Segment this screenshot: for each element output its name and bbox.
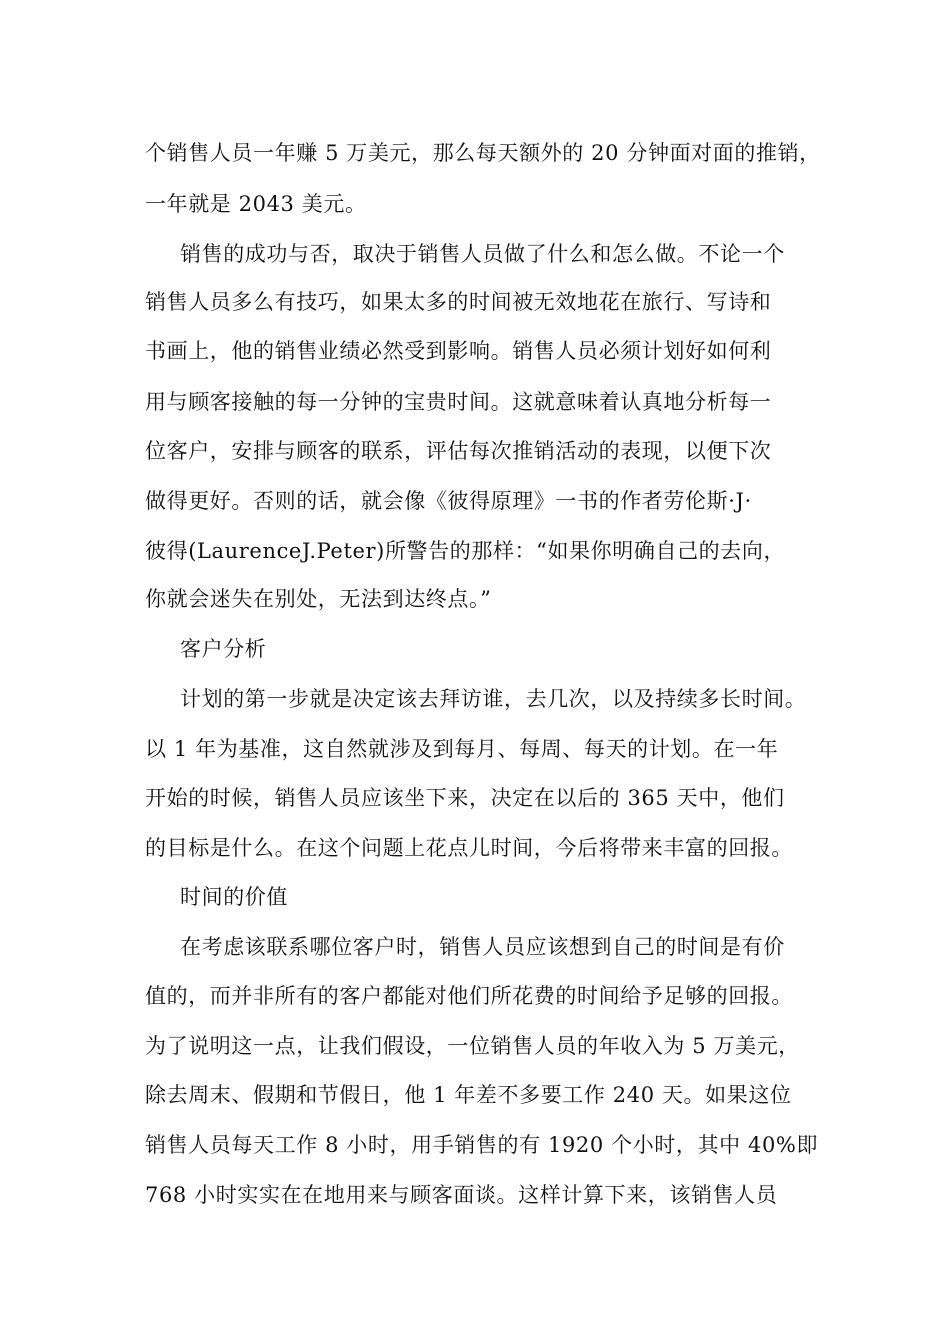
section-heading: 客户分析 xyxy=(180,637,267,661)
text-line: 开始的时候，销售人员应该坐下来，决定在以后的 365 天中，他们 xyxy=(145,786,785,810)
text-line: 书画上，他的销售业绩必然受到影响。销售人员必须计划好如何利 xyxy=(145,339,772,363)
paragraph-start: 在考虑该联系哪位客户时，销售人员应该想到自己的时间是有价 xyxy=(180,935,785,959)
text-line: 销售人员多么有技巧，如果太多的时间被无效地花在旅行、写诗和 xyxy=(145,290,772,314)
text-line: 的目标是什么。在这个问题上花点儿时间，今后将带来丰富的回报。 xyxy=(145,836,793,860)
text-line: 768 小时实实在在地用来与顾客面谈。这样计算下来，该销售人员 xyxy=(145,1183,778,1207)
text-line: 值的，而并非所有的客户都能对他们所花费的时间给予足够的回报。 xyxy=(145,984,793,1008)
text-line: 做得更好。否则的话，就会像《彼得原理》一书的作者劳伦斯·J· xyxy=(145,489,752,513)
text-line: 一年就是 2043 美元。 xyxy=(145,192,367,216)
section-heading: 时间的价值 xyxy=(180,885,288,909)
text-line: 为了说明这一点，让我们假设，一位销售人员的年收入为 5 万美元， xyxy=(145,1034,800,1058)
text-line: 彼得(LaurenceJ.Peter)所警告的那样：“如果你明确自己的去向， xyxy=(145,539,786,563)
text-line: 用与顾客接触的每一分钟的宝贵时间。这就意味着认真地分析每一 xyxy=(145,390,772,414)
text-line: 销售人员每天工作 8 小时，用手销售的有 1920 个小时，其中 40%即 xyxy=(145,1133,819,1157)
paragraph-start: 销售的成功与否，取决于销售人员做了什么和怎么做。不论一个 xyxy=(180,242,785,266)
text-line: 个销售人员一年赚 5 万美元，那么每天额外的 20 分钟面对面的推销， xyxy=(145,141,821,165)
text-line: 你就会迷失在别处，无法到达终点。” xyxy=(145,587,492,611)
text-line: 以 1 年为基准，这自然就涉及到每月、每周、每天的计划。在一年 xyxy=(145,737,779,761)
text-line: 除去周末、假期和节假日，他 1 年差不多要工作 240 天。如果这位 xyxy=(145,1083,792,1107)
text-line: 位客户，安排与顾客的联系，评估每次推销活动的表现，以便下次 xyxy=(145,439,772,463)
paragraph-start: 计划的第一步就是决定该去拜访谁，去几次，以及持续多长时间。 xyxy=(180,687,807,711)
